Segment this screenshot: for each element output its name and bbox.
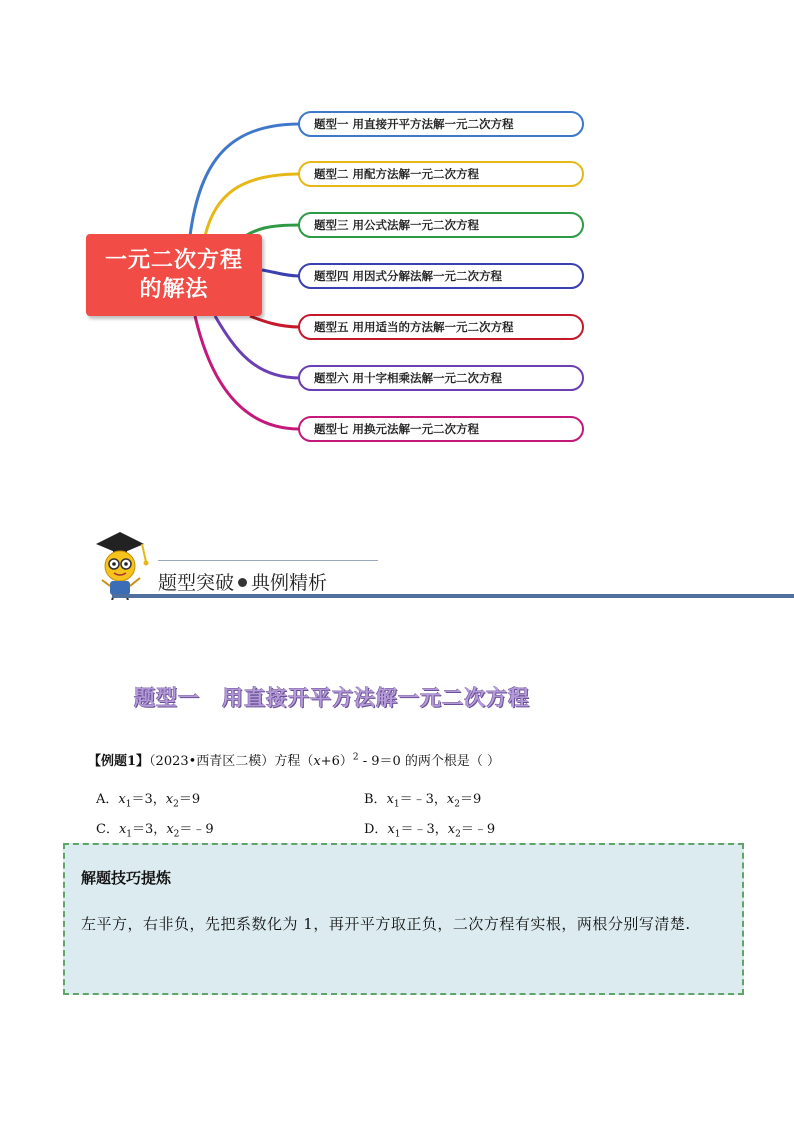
branch-type-1 (298, 111, 584, 137)
example-question (88, 750, 500, 769)
bullet-dot-icon (238, 578, 247, 587)
option-sub: 1 (393, 799, 400, 810)
branch-label: 题型六 用十字相乘法解一元二次方程 (314, 371, 503, 385)
branch-label: 题型七 用换元法解一元二次方程 (314, 422, 480, 436)
section-heading-number: 题型一 (134, 686, 200, 710)
option-x1-value: ＝﹣3， (400, 822, 448, 837)
banner-top-rule (158, 560, 378, 561)
section-heading-text: 用直接开平方法解一元二次方程 (222, 686, 530, 710)
option-x2-value: ＝﹣9 (179, 822, 214, 837)
banner-title (158, 568, 327, 595)
connector-4 (262, 270, 300, 276)
branch-type-2 (298, 161, 584, 187)
branch-label: 题型二 用配方法解一元二次方程 (314, 167, 480, 181)
connector-1 (190, 124, 300, 236)
example-stem-prefix: 方程（ (274, 754, 314, 769)
branch-type-6 (298, 365, 584, 391)
option-sub: 2 (173, 799, 179, 810)
connector-7 (195, 316, 300, 429)
option-var: x (118, 822, 127, 837)
option-c[interactable] (96, 818, 214, 840)
option-var: x (386, 792, 394, 807)
option-sub: 2 (173, 829, 180, 840)
tip-title: 解题技巧提炼 (81, 869, 172, 887)
option-sub: 1 (125, 799, 132, 810)
example-stem-mid: +6） (320, 754, 353, 769)
option-d[interactable] (364, 818, 495, 840)
option-a[interactable] (96, 788, 200, 810)
option-letter: D． (364, 822, 388, 837)
branch-type-4 (298, 263, 584, 289)
option-x1-value: ＝3， (132, 822, 167, 837)
tip-box (63, 843, 744, 995)
mind-map (0, 0, 794, 460)
tip-text: 左平方，右非负，先把系数化为 1，再开平方取正负，二次方程有实根，两根分别写清楚. (81, 915, 691, 933)
example-source: （2023•西青区二模） (149, 754, 275, 769)
option-var: x (446, 792, 455, 807)
banner-bottom-rule (112, 594, 794, 598)
example-variable: x (313, 754, 321, 769)
option-x2-value: ＝﹣9 (460, 822, 496, 837)
option-var: x (166, 822, 174, 837)
option-letter: A． (96, 792, 119, 807)
option-sub: 2 (454, 799, 460, 810)
section-heading (134, 682, 530, 712)
option-b[interactable] (364, 788, 481, 810)
branch-type-5 (298, 314, 584, 340)
branch-type-3 (298, 212, 584, 238)
example-stem-suffix: - 9＝0 的两个根是（ ） (358, 754, 501, 769)
example-tag: 【例题1】 (88, 754, 150, 769)
option-var: x (387, 822, 395, 837)
option-x2-value: ＝9 (178, 792, 201, 807)
option-var: x (165, 792, 174, 807)
mind-map-root (86, 234, 262, 316)
option-letter: B． (364, 792, 387, 807)
option-letter: C． (96, 822, 119, 837)
example-exponent: 2 (352, 752, 359, 763)
option-sub: 1 (394, 829, 401, 840)
option-var: x (118, 792, 126, 807)
connector-5 (250, 316, 300, 327)
option-x1-value: ＝﹣3， (399, 792, 447, 807)
option-x2-value: ＝9 (460, 792, 482, 807)
root-line-2: 的解法 (139, 277, 209, 302)
option-var: x (447, 822, 456, 837)
branch-label: 题型三 用公式法解一元二次方程 (314, 218, 480, 232)
root-line-1: 一元二次方程 (104, 248, 243, 273)
banner-title-left: 题型突破 (158, 572, 235, 594)
section-banner (86, 528, 794, 602)
scholar-mascot-icon (86, 528, 156, 600)
branch-label: 题型一 用直接开平方法解一元二次方程 (314, 117, 514, 131)
branch-type-7 (298, 416, 584, 442)
option-sub: 2 (455, 829, 461, 840)
option-sub: 1 (126, 829, 133, 840)
branch-label: 题型四 用因式分解法解一元二次方程 (314, 269, 503, 283)
option-x1-value: ＝3， (131, 792, 166, 807)
banner-title-right: 典例精析 (251, 572, 328, 594)
branch-label: 题型五 用用适当的方法解一元二次方程 (314, 320, 514, 334)
